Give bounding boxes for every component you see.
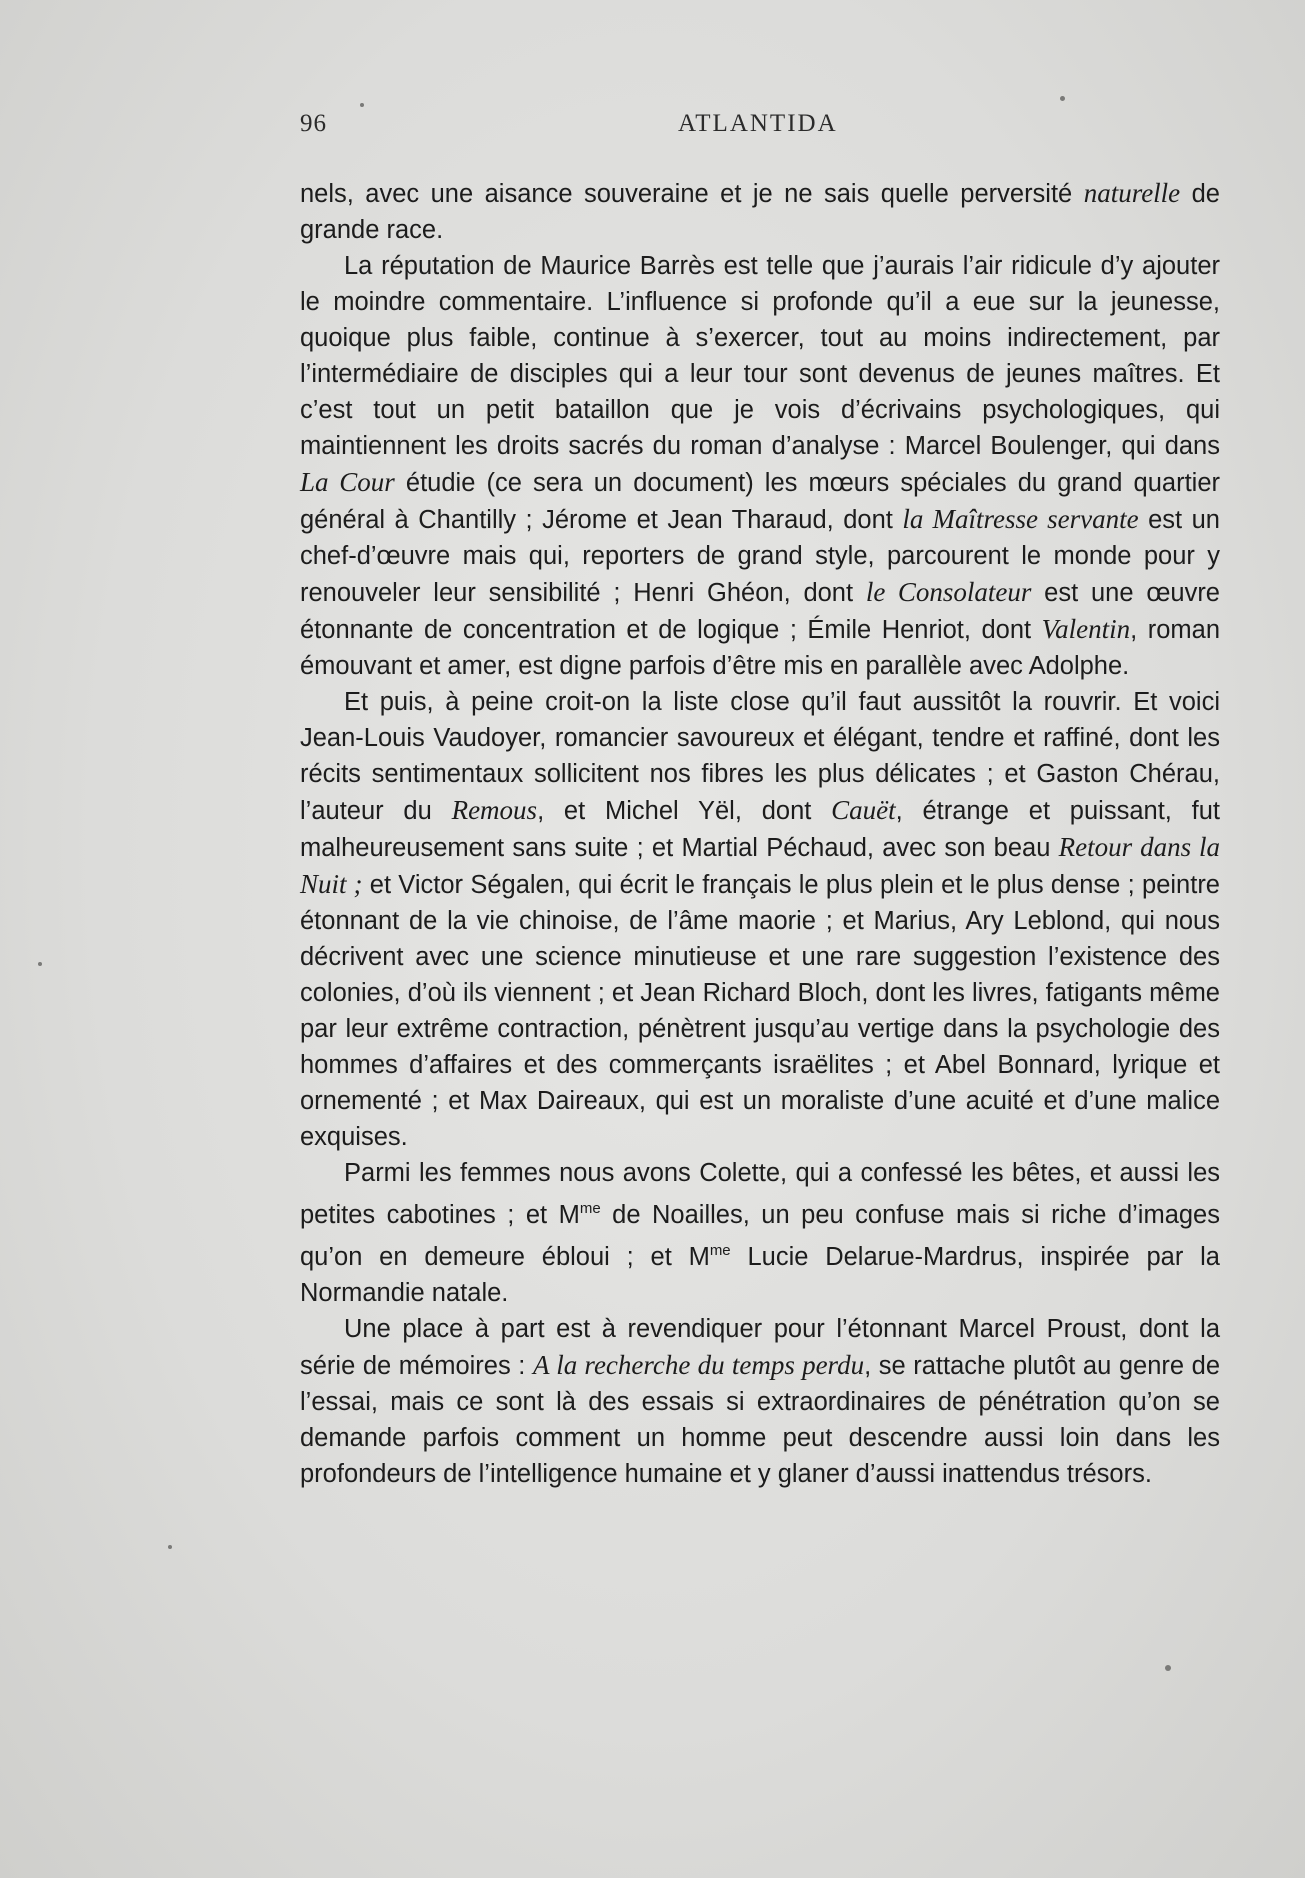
book-title: Remous [451,795,538,825]
page-number: 96 [300,110,327,137]
book-title: La Cour [300,467,395,497]
article-body [300,175,1220,1492]
print-speck [1060,96,1065,101]
book-title: le Consolateur [865,577,1032,607]
book-title: A la recherche du temps perdu [532,1350,865,1380]
book-title: Retour dans la Nuit ; [300,832,1220,899]
paragraph: La réputation de Maurice Barrès est telle que j’aurais l’air ridicule d’y ajouter le moindre commentaire. L’influence si profonde qu’il a eue sur la jeunesse, quoique plus faible, continue à s’exercer, tout au moins indirectement, par l’intermédiaire de disciples qui a leur tour sont devenus de jeunes maîtres. Et c’est tout un petit bataillon que je vois d’écrivains psychologiques, qui maintiennent les droits sacrés du roman d’analyse : Marcel Boulenger, qui dans La Cour étudie (ce sera un document) les mœurs spéciales du grand quartier général à Chantilly ; Jérome et Jean Tharaud, dont la Maîtresse servante est un chef-d’œuvre mais qui, reporters de grand style, parcourent le monde pour y renouveler leur sensibilité ; Henri Ghéon, dont le Consolateur est une œuvre étonnante de concentration et de logique ; Émile Henriot, dont Valentin, roman émouvant et amer, est digne parfois d’être mis en parallèle avec Adolphe. [300,252,1220,680]
superscript: me [579,1200,601,1217]
book-title: Valentin [1041,614,1131,644]
paragraph: Parmi les femmes nous avons Colette, qui a confessé les bêtes, et aussi les petites cabotines ; et $M^{me}$ de Noailles, un peu confuse mais si riche d’images qu’on en demeure ébloui ; et $M^{me}$ Lucie Delarue-Mardrus, inspirée par la Normandie natale. [300,1159,1220,1307]
print-speck [168,1545,172,1549]
book-title: la Maîtresse servante [902,504,1139,534]
paragraph: Une place à part est à revendiquer pour l’étonnant Marcel Proust, dont la série de mémoires : A la recherche du temps perdu, se rattache plutôt au genre de l’essai, mais ce sont là des essais si extraordinaires de pénétration qu’on se demande parfois comment un homme peut descendre aussi loin dans les profondeurs de l’intelligence humaine et y glaner d’aussi inattendus trésors. [300,1315,1221,1488]
print-speck [38,962,42,966]
book-title: Cauët [831,795,896,825]
superscript: me [709,1242,731,1259]
print-speck [360,103,364,107]
running-head [300,110,1230,140]
italic-term: naturelle [1083,178,1181,208]
journal-title: ATLANTIDA [678,110,838,137]
paragraph: Et puis, à peine croit-on la liste close qu’il faut aussitôt la rouvrir. Et voici Jean-Louis Vaudoyer, romancier savoureux et élégant, tendre et raffiné, dont les récits sentimentaux sollicitent nos fibres les plus délicates ; et Gaston Chérau, l’auteur du Remous, et Michel Yël, dont Cauët, étrange et puissant, fut malheureusement sans suite ; et Martial Péchaud, avec son beau Retour dans la Nuit ; et Victor Ségalen, qui écrit le français le plus plein et le plus dense ; peintre étonnant de la vie chinoise, de l’âme maorie ; et Marius, Ary Leblond, qui nous décrivent avec une science minutieuse et une rare suggestion l’existence des colonies, d’où ils viennent ; et Jean Richard Bloch, dont les livres, fatigants même par leur extrême contraction, pénètrent jusqu’au vertige dans la psychologie des hommes d’affaires et des commerçants israëlites ; et Abel Bonnard, lyrique et ornementé ; et Max Daireaux, qui est un moraliste d’une acuité et d’une malice exquises. [300,688,1221,1151]
print-speck [1165,1665,1171,1671]
paragraph: nels, avec une aisance souveraine et je ne sais quelle perversité naturelle de grande race. [300,178,1220,244]
